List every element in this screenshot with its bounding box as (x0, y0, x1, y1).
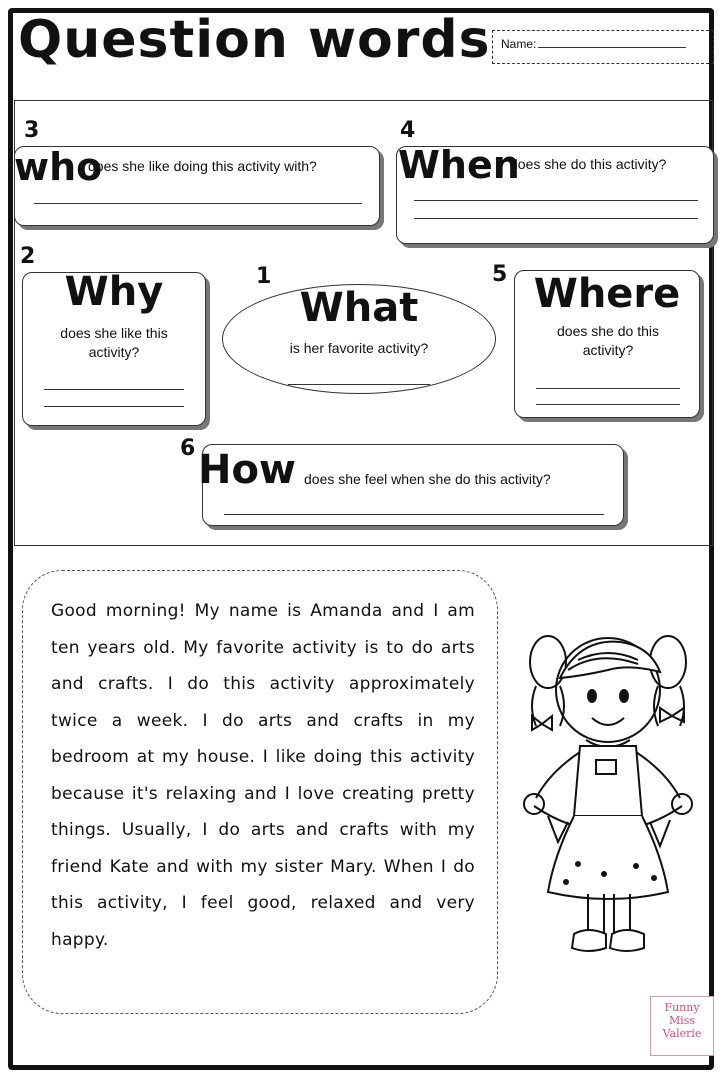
why-answer-line-2[interactable] (44, 406, 184, 407)
who-question: does she like doing this activity with? (88, 158, 317, 174)
name-label: Name: (501, 37, 537, 51)
how-word: How (198, 447, 296, 493)
where-word: Where (533, 271, 681, 317)
when-word: When (398, 143, 520, 187)
what-number: 1 (256, 264, 272, 289)
who-number: 3 (24, 118, 40, 143)
when-answer-line-2[interactable] (414, 218, 698, 219)
what-word: What (299, 285, 419, 331)
where-answer-line-1[interactable] (536, 388, 680, 389)
when-question: does she do this activity? (510, 156, 667, 172)
story-text: Good morning! My name is Amanda and I am ten years old. My favorite activity is to do arts and crafts. I do this activity approximately twice a week. I do arts and crafts in my bedroom at my house. I like doing this activity because it's relaxing and I love creating pretty things. Usually, I do arts and crafts with my friend Kate and with my sister Mary. When I do this activity, I feel good, relaxed and very happy. (22, 570, 498, 1014)
why-word: Why (64, 269, 164, 315)
where-answer-line-2[interactable] (536, 404, 680, 405)
who-word: who (14, 145, 103, 189)
where-number: 5 (492, 262, 508, 287)
when-number: 4 (400, 118, 416, 143)
name-field[interactable] (538, 37, 686, 48)
when-answer-line-1[interactable] (414, 200, 698, 201)
how-answer-line[interactable] (224, 514, 604, 515)
why-number: 2 (20, 244, 36, 269)
how-question: does she feel when she do this activity? (304, 471, 551, 487)
how-number: 6 (180, 436, 196, 461)
what-answer-line[interactable] (288, 384, 430, 385)
page-title: Question words (18, 10, 491, 70)
name-box (492, 30, 714, 64)
who-answer-line[interactable] (34, 203, 362, 204)
why-answer-line-1[interactable] (44, 389, 184, 390)
why-question: does she like this activity? (60, 325, 168, 360)
brand-logo: Funny Miss Valerie (650, 996, 714, 1056)
girl-illustration (508, 620, 704, 970)
what-question: is her favorite activity? (289, 340, 429, 356)
where-question: does she do this activity? (557, 323, 659, 358)
